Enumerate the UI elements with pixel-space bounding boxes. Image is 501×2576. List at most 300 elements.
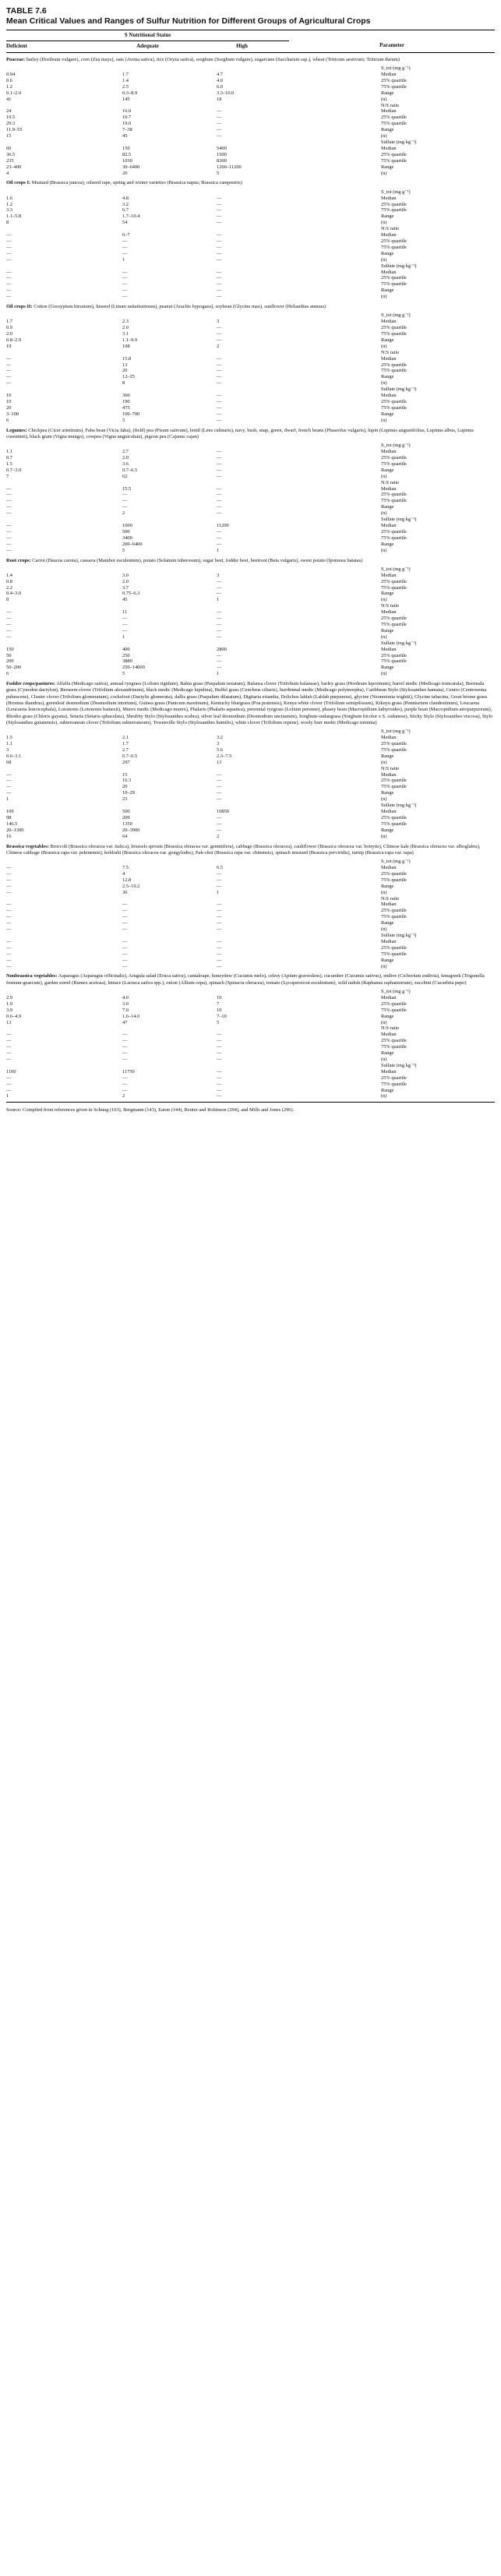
- group-species: Mustard (Brassica juncea), oilseed rape, spring and winter varieties (Brassica napus; Brassica campestris): [30, 180, 242, 186]
- cell-adequate: —: [122, 938, 128, 944]
- cell-parameter: Median: [381, 938, 397, 944]
- table-row: [6, 591, 495, 597]
- cell-deficient: —: [6, 510, 12, 517]
- cell-deficient: —: [6, 547, 12, 553]
- cell-deficient: 10: [6, 399, 12, 405]
- cell-adequate: 2.0: [122, 325, 129, 331]
- cell-deficient: 0.7–3.0: [6, 467, 22, 473]
- cell-parameter: Median: [381, 195, 397, 201]
- cell-parameter: (n): [381, 417, 387, 423]
- cell-high: —: [217, 814, 222, 820]
- cell-high: [195, 566, 289, 573]
- cell-deficient: 10: [6, 393, 12, 399]
- cell-parameter: Median: [381, 771, 397, 778]
- cell-deficient: —: [6, 232, 12, 238]
- cell-deficient: 0.6–4.9: [6, 1013, 22, 1019]
- cell-deficient: —: [6, 633, 12, 640]
- cell-deficient: —: [6, 1044, 12, 1050]
- cell-adequate: [101, 480, 195, 486]
- table-row: [6, 735, 495, 741]
- table-row: [6, 281, 495, 288]
- cell-deficient: 1.9: [6, 1000, 12, 1007]
- cell-high: —: [217, 784, 222, 790]
- cell-adequate: 11750: [122, 1068, 135, 1075]
- cell-parameter: Range: [381, 790, 394, 796]
- cell-deficient: —: [6, 902, 12, 908]
- cell-parameter: 25% quartile: [381, 1000, 407, 1007]
- table-row: [6, 995, 495, 1001]
- cell-high: —: [217, 591, 222, 597]
- cell-adequate: —: [122, 957, 128, 963]
- table-row: [6, 1020, 495, 1026]
- cell-deficient: —: [6, 541, 12, 547]
- group-name: Oil crops I:: [6, 180, 31, 186]
- cell-adequate: 10.7: [122, 115, 132, 121]
- cell-high: —: [217, 238, 222, 244]
- cell-deficient: 0.8: [6, 578, 12, 584]
- cell-high: —: [217, 449, 222, 455]
- table-row: [6, 164, 495, 171]
- cell-high: [195, 103, 289, 109]
- table-row: [6, 1025, 495, 1032]
- status-group-header: S Nutritional Status: [6, 30, 289, 41]
- cell-high: —: [217, 232, 222, 238]
- cell-high: —: [217, 633, 222, 640]
- cell-high: —: [217, 665, 222, 671]
- cell-high: —: [217, 778, 222, 784]
- cell-high: —: [217, 535, 222, 541]
- cell-deficient: —: [6, 951, 12, 957]
- table-row: [6, 486, 495, 492]
- cell-deficient: [6, 989, 101, 995]
- cell-adequate: 23: [122, 796, 128, 803]
- table-row: [6, 1044, 495, 1050]
- cell-deficient: 146.5: [6, 820, 18, 827]
- cell-parameter: 75% quartile: [381, 535, 407, 541]
- group-row: [6, 53, 495, 65]
- group-description: [6, 554, 495, 566]
- table-row: [6, 945, 495, 951]
- table-row: [6, 498, 495, 504]
- cell-parameter: Range: [381, 541, 394, 547]
- table-row: [6, 189, 495, 196]
- cell-parameter: (n): [381, 796, 387, 803]
- cell-adequate: —: [122, 238, 128, 244]
- cell-high: —: [217, 281, 222, 288]
- cell-parameter: 25% quartile: [381, 944, 407, 951]
- cell-high: [195, 517, 289, 523]
- cell-parameter: Range: [381, 164, 394, 170]
- cell-parameter: S_tot (mg g⁻¹): [381, 729, 411, 735]
- cell-adequate: 4: [122, 870, 125, 877]
- cell-high: —: [217, 1057, 222, 1063]
- cell-adequate: [101, 729, 195, 735]
- cell-adequate: 11: [122, 609, 128, 616]
- table-row: [6, 158, 495, 164]
- cell-adequate: 54: [122, 220, 128, 226]
- table-row: [6, 523, 495, 529]
- cell-deficient: 1: [6, 796, 9, 803]
- cell-deficient: 1.2: [6, 83, 12, 90]
- cell-parameter: Median: [381, 232, 397, 238]
- cell-deficient: —: [6, 784, 12, 790]
- table-row: [6, 232, 495, 238]
- cell-adequate: 16.0: [122, 108, 132, 115]
- cell-adequate: 20: [122, 368, 128, 374]
- cell-high: 13: [217, 759, 222, 765]
- cell-deficient: 1.6: [6, 195, 12, 201]
- cell-high: —: [217, 652, 222, 658]
- cell-adequate: 145: [122, 96, 130, 102]
- table-row: [6, 455, 495, 461]
- cell-high: 6.0: [217, 83, 223, 90]
- cell-parameter: Range: [381, 1013, 394, 1019]
- cell-parameter: Median: [381, 572, 397, 578]
- cell-parameter: Median: [381, 994, 397, 1000]
- cell-adequate: —: [122, 1050, 128, 1057]
- group-name: Oil crops II:: [6, 304, 33, 310]
- table-row: [6, 220, 495, 226]
- cell-deficient: —: [6, 1081, 12, 1087]
- cell-high: —: [217, 963, 222, 969]
- cell-adequate: 1350: [122, 820, 132, 827]
- cell-adequate: [101, 896, 195, 902]
- table-row: [6, 658, 495, 665]
- table-row: [6, 374, 495, 380]
- cell-high: —: [217, 399, 222, 405]
- cell-adequate: —: [122, 288, 128, 294]
- table-row: [6, 263, 495, 270]
- cell-high: —: [217, 1044, 222, 1050]
- cell-high: —: [217, 790, 222, 796]
- table-row: [6, 356, 495, 362]
- cell-parameter: 75% quartile: [381, 820, 407, 827]
- cell-deficient: —: [6, 1050, 12, 1057]
- cell-adequate: 2.5–19.2: [122, 883, 140, 889]
- cell-adequate: —: [122, 1075, 128, 1081]
- table-row: [6, 529, 495, 535]
- table-row: [6, 411, 495, 418]
- cell-parameter: 25% quartile: [381, 616, 407, 622]
- cell-parameter: Sulfate (mg kg⁻¹): [381, 933, 417, 939]
- table-row: [6, 573, 495, 579]
- cell-deficient: —: [6, 622, 12, 627]
- cell-high: —: [217, 492, 222, 498]
- cell-deficient: 8: [6, 597, 9, 603]
- cell-parameter: Median: [381, 393, 397, 399]
- cell-adequate: 2.7: [122, 449, 129, 455]
- cell-adequate: 20–3900: [122, 827, 140, 833]
- table-row: [6, 603, 495, 609]
- cell-adequate: 150: [122, 145, 130, 151]
- table-row: [6, 926, 495, 933]
- cell-high: —: [217, 820, 222, 827]
- cell-high: —: [217, 331, 222, 337]
- cell-adequate: —: [122, 920, 128, 926]
- table-row: [6, 766, 495, 772]
- cell-high: —: [217, 288, 222, 294]
- cell-high: [195, 1063, 289, 1069]
- cell-high: —: [217, 908, 222, 914]
- cell-high: —: [217, 902, 222, 908]
- col-header-deficient: Deficient: [6, 42, 27, 49]
- cell-parameter: Sulfate (mg kg⁻¹): [381, 640, 417, 646]
- cell-deficient: 1.5: [6, 735, 12, 741]
- cell-high: —: [217, 541, 222, 547]
- cell-high: —: [217, 201, 222, 207]
- cell-deficient: [6, 859, 101, 865]
- group-name: Fodder crops/pastures:: [6, 681, 56, 687]
- cell-parameter: 25% quartile: [381, 492, 407, 498]
- cell-adequate: 1.7: [122, 741, 129, 747]
- cell-adequate: 1: [122, 633, 125, 640]
- cell-high: 7–10: [217, 1013, 227, 1019]
- cell-high: —: [217, 220, 222, 226]
- cell-adequate: 500: [122, 809, 130, 815]
- cell-parameter: 75% quartile: [381, 404, 407, 411]
- cell-adequate: 100–700: [122, 411, 140, 417]
- cell-deficient: 3.9: [6, 1007, 12, 1013]
- cell-adequate: 1.7–10.4: [122, 213, 140, 220]
- cell-deficient: —: [6, 380, 12, 386]
- cell-parameter: Median: [381, 609, 397, 616]
- cell-adequate: 30–6400: [122, 164, 140, 170]
- cell-parameter: 25% quartile: [381, 870, 407, 877]
- cell-high: —: [217, 467, 222, 473]
- cell-parameter: Median: [381, 1032, 397, 1038]
- cell-deficient: 3.3: [6, 207, 12, 213]
- group-row: [6, 300, 495, 312]
- cell-parameter: 25% quartile: [381, 1038, 407, 1044]
- cell-parameter: Median: [381, 319, 397, 325]
- table-row: [6, 729, 495, 735]
- cell-deficient: 19: [6, 343, 12, 349]
- cell-adequate: 82.5: [122, 151, 132, 157]
- cell-parameter: N:S ratio: [381, 226, 400, 232]
- group-row: [6, 969, 495, 989]
- cell-deficient: —: [6, 908, 12, 914]
- cell-parameter: Median: [381, 72, 397, 78]
- table-row: [6, 517, 495, 523]
- cell-deficient: —: [6, 883, 12, 889]
- cell-parameter: (n): [381, 256, 387, 263]
- cell-adequate: —: [122, 294, 128, 300]
- cell-parameter: Sulfate (mg kg⁻¹): [381, 139, 417, 145]
- cell-parameter: Range: [381, 920, 394, 926]
- table-row: [6, 815, 495, 821]
- cell-parameter: Sulfate (mg kg⁻¹): [381, 517, 417, 523]
- table-row: [6, 386, 495, 393]
- cell-parameter: S_tot (mg g⁻¹): [381, 189, 411, 195]
- cell-high: —: [217, 121, 222, 127]
- cell-high: —: [217, 1093, 222, 1099]
- cell-high: 2800: [217, 646, 227, 652]
- cell-adequate: 16.3: [122, 778, 132, 784]
- table-row: [6, 78, 495, 84]
- cell-parameter: 75% quartile: [381, 331, 407, 337]
- cell-deficient: —: [6, 250, 12, 256]
- cell-adequate: 3.6: [122, 461, 129, 467]
- cell-parameter: 75% quartile: [381, 121, 407, 127]
- cell-deficient: [6, 350, 101, 356]
- group-species: Carrot (Daucus carota), cassava (Manihot esculentum), potato (Solanum tuberosum), sugar beet, fodder beet, beetroot (Beta vulgaris), sweet potato (Ipomoea batatas): [30, 557, 363, 563]
- cell-deficient: 1100: [6, 1068, 16, 1075]
- cell-adequate: [101, 766, 195, 772]
- cell-high: —: [217, 796, 222, 803]
- cell-adequate: 190: [122, 399, 130, 405]
- group-name: Root crops:: [6, 557, 31, 563]
- cell-parameter: Range: [381, 411, 394, 417]
- cell-high: 10: [217, 994, 222, 1000]
- cell-high: —: [217, 1087, 222, 1093]
- cell-deficient: 23–400: [6, 164, 22, 170]
- cell-deficient: 3: [6, 746, 9, 753]
- cell-parameter: Median: [381, 449, 397, 455]
- cell-deficient: 60: [6, 145, 12, 151]
- group-name: Legumes:: [6, 427, 27, 433]
- cell-parameter: 75% quartile: [381, 368, 407, 374]
- cell-parameter: S_tot (mg g⁻¹): [381, 312, 411, 319]
- cell-deficient: —: [6, 1075, 12, 1081]
- cell-adequate: 45: [122, 133, 128, 139]
- table-row: [6, 449, 495, 455]
- cell-deficient: 2.9: [6, 994, 12, 1000]
- table-row: [6, 97, 495, 103]
- cell-parameter: S_tot (mg g⁻¹): [381, 566, 411, 572]
- table-row: [6, 616, 495, 622]
- cell-parameter: (n): [381, 380, 387, 386]
- cell-parameter: 25% quartile: [381, 238, 407, 244]
- cell-parameter: (n): [381, 1019, 387, 1025]
- cell-adequate: —: [122, 1057, 128, 1063]
- cell-parameter: Median: [381, 1068, 397, 1075]
- cell-parameter: 75% quartile: [381, 244, 407, 250]
- group-species: Asparagus (Asparagus officinalis), Arugula salad (Eruca sativa), cantaloupe, honeydew (Cucumis melo), celery (Apium graveolens), cucumber (Cucumis sativus), endive (Cichorium endivia), fenugreek (Trigonella foenum-graecum), garden sorrel (Rumex acetosa), lettuce (Lactuca sativa spp.), onion (Allium cepa), spinach (Spinacia oleracea), tomato (Lycopersicon esculentum), wild radish (Raphanus raphanistrum), zucchini (Cucurbita pepo): [6, 973, 485, 986]
- cell-adequate: —: [122, 1032, 128, 1038]
- cell-parameter: 75% quartile: [381, 207, 407, 213]
- cell-adequate: 0.7–6.5: [122, 467, 138, 473]
- cell-parameter: 75% quartile: [381, 951, 407, 957]
- cell-deficient: —: [6, 504, 12, 510]
- cell-high: [195, 480, 289, 486]
- cell-parameter: (n): [381, 220, 387, 226]
- table-row: [6, 902, 495, 908]
- cell-adequate: 20: [122, 784, 128, 790]
- table-row: [6, 1050, 495, 1057]
- cell-adequate: [101, 312, 195, 319]
- cell-high: —: [217, 207, 222, 213]
- cell-adequate: —: [122, 504, 128, 510]
- cell-high: 6.5: [217, 865, 223, 871]
- cell-high: —: [217, 362, 222, 368]
- cell-adequate: 5: [122, 671, 125, 677]
- cell-deficient: 1.2: [6, 201, 12, 207]
- cell-adequate: [101, 189, 195, 196]
- table-row: [6, 834, 495, 840]
- cell-deficient: [6, 933, 101, 939]
- cell-parameter: 25% quartile: [381, 151, 407, 157]
- group-description: [6, 424, 495, 443]
- cell-high: [195, 1025, 289, 1032]
- cell-high: [195, 312, 289, 319]
- cell-deficient: [6, 386, 101, 393]
- cell-deficient: 2.2: [6, 584, 12, 591]
- cell-parameter: Sulfate (mg kg⁻¹): [381, 1062, 417, 1068]
- table-row: [6, 884, 495, 890]
- cell-high: —: [217, 269, 222, 275]
- cell-parameter: (n): [381, 833, 387, 839]
- cell-adequate: 250–14000: [122, 665, 145, 671]
- cell-high: —: [217, 1081, 222, 1087]
- table-row: [6, 288, 495, 294]
- group-species: Broccoli (Brassica oleracea var. italica), brussels sprouts (Brassica oleracea var. gemmifera), cabbage (Brassica oleracea), cauliflower (Brassica oleracea var. botrytis), Chinese kale (Brassica oleracea var. alboglabra), Chinese cabbage (Brassica rapa var. pekinensis), kohlrabi (Brassica oleracea var. gongylodes), Pak-choi (Brassica rapa var. chinensis), spinach mustard (Brassica perviridis), turnip (Brassica rapa var. rapa): [6, 843, 481, 856]
- cell-deficient: —: [6, 1038, 12, 1044]
- cell-high: 7: [217, 1000, 220, 1007]
- cell-parameter: N:S ratio: [381, 603, 400, 609]
- cell-adequate: —: [122, 1081, 128, 1087]
- cell-high: 8300: [217, 157, 227, 164]
- cell-high: —: [217, 411, 222, 417]
- cell-deficient: [6, 640, 101, 647]
- cell-adequate: —: [122, 244, 128, 250]
- cell-deficient: 0.6–3.1: [6, 753, 22, 759]
- cell-high: —: [217, 108, 222, 115]
- cell-deficient: [6, 803, 101, 809]
- cell-adequate: 7.5: [122, 865, 129, 871]
- cell-parameter: Range: [381, 213, 394, 220]
- cell-adequate: [101, 933, 195, 939]
- cell-parameter: (n): [381, 1057, 387, 1063]
- cell-adequate: 62: [122, 473, 128, 479]
- cell-deficient: —: [6, 778, 12, 784]
- cell-deficient: 3–100: [6, 411, 19, 417]
- cell-high: [195, 263, 289, 270]
- cell-parameter: Median: [381, 902, 397, 908]
- cell-adequate: 0.3–8.9: [122, 90, 138, 96]
- cell-deficient: 20–1300: [6, 827, 24, 833]
- cell-adequate: 500: [122, 528, 130, 535]
- table-row: [6, 213, 495, 220]
- table-row: [6, 344, 495, 350]
- cell-parameter: Range: [381, 827, 394, 833]
- table-row: [6, 152, 495, 158]
- cell-adequate: 64: [122, 833, 128, 839]
- cell-adequate: 209: [122, 814, 130, 820]
- table-row: [6, 647, 495, 653]
- table-row: [6, 585, 495, 591]
- table-row: [6, 319, 495, 325]
- cell-deficient: 1.1: [6, 741, 12, 747]
- cell-adequate: 13: [122, 362, 128, 368]
- cell-parameter: Sulfate (mg kg⁻¹): [381, 803, 417, 809]
- cell-parameter: Range: [381, 665, 394, 671]
- sulfur-table: [6, 30, 495, 1099]
- cell-high: [195, 139, 289, 146]
- cell-high: —: [217, 417, 222, 423]
- table-row: [6, 535, 495, 542]
- cell-high: —: [217, 250, 222, 256]
- cell-high: —: [217, 771, 222, 778]
- table-row: [6, 747, 495, 753]
- cell-adequate: 3.0: [122, 1000, 129, 1007]
- cell-adequate: 360: [122, 393, 130, 399]
- cell-high: —: [217, 938, 222, 944]
- table-row: [6, 640, 495, 647]
- cell-high: [195, 766, 289, 772]
- cell-high: —: [217, 404, 222, 411]
- cell-deficient: [6, 103, 101, 109]
- table-row: [6, 127, 495, 133]
